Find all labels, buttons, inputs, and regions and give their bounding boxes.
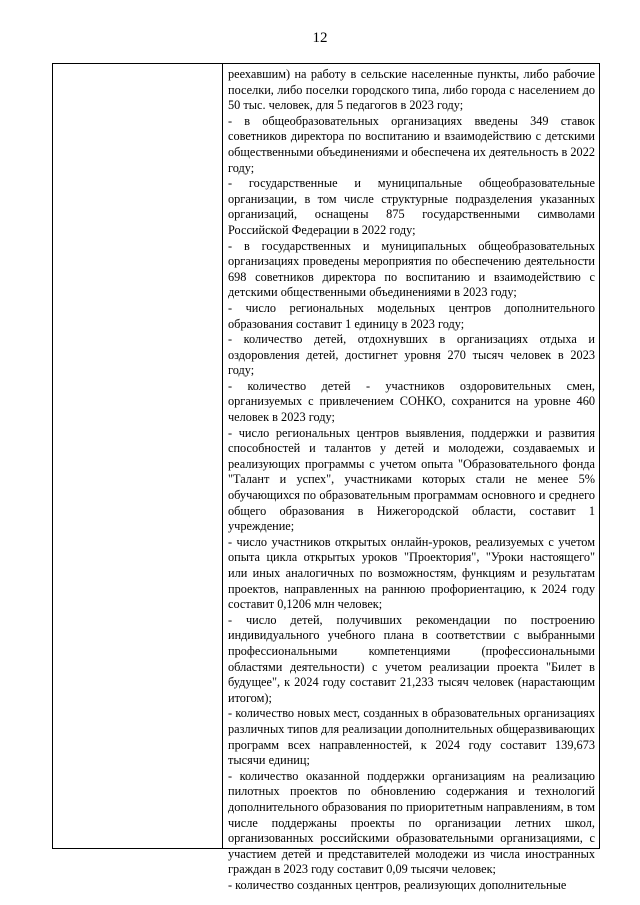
list-item: - количество новых мест, созданных в образовательных организациях различных типов для реализации дополнительных общеразвивающих программ всех направленностей, к 2024 году составит 139,673 тысячи единиц; xyxy=(228,706,595,768)
list-item: - число региональных модельных центров дополнительного образования составит 1 единицу в 2023 году; xyxy=(228,300,595,331)
document-table xyxy=(52,63,600,892)
list-item: - число региональных центров выявления, поддержки и развития способностей и талантов у детей и молодежи, создаваемых и реализующих программы с учетом опыта "Образовательного фонда "Талант и успех", участниками которых стали не менее 5% обучающихся по образовательным программам основного и среднего общего образования в Нижегородской области, составит 1 учреждение; xyxy=(228,425,595,534)
list-item: реехавшим) на работу в сельские населенные пункты, либо рабочие поселки, либо поселки городского типа, либо города с населением до 50 тыс. человек, для 5 педагогов в 2023 году; xyxy=(228,67,595,113)
list-item: - количество детей, отдохнувших в организациях отдыха и оздоровления детей, достигнет уровня 270 тысяч человек в 2023 году; xyxy=(228,332,595,378)
list-item: - количество оказанной поддержки организациям на реализацию пилотных проектов по обновлению содержания и технологий дополнительного образования по приоритетным направлениям, в том числе поддержаны проекты по организации летних школ, организованных российскими образовательными организациями, с участием детей и представителей молодежи из числа иностранных граждан в 2023 году составит 0,09 тысячи человек; xyxy=(228,768,595,877)
table-right-column xyxy=(223,64,599,892)
list-item: - число участников открытых онлайн-уроков, реализуемых с учетом опыта цикла открытых уроков "Проектория", "Уроки настоящего" или иных аналогичных по возможностям, функциям и результатам проектов, направленных на раннюю профориентацию, к 2024 году составит 0,1206 млн человек; xyxy=(228,534,595,612)
list-item: - количество детей - участников оздоровительных смен, организуемых с привлечением СОНКО, сохранится на уровне 460 человек в 2023 году; xyxy=(228,378,595,425)
list-item: - в государственных и муниципальных общеобразовательных организациях проведены мероприятия по обеспечению деятельности 698 советников директора по воспитанию и взаимодействию с детскими общественными объединениями в 2023 году; xyxy=(228,238,595,300)
list-item: - число детей, получивших рекомендации по построению индивидуального учебного плана в соответствии с выбранными профессиональными компетенциями (профессиональными областями деятельности) с учетом реализации проекта "Билет в будущее", к 2024 году составит 21,233 тысяч человек (нарастающим итогом); xyxy=(228,612,595,705)
list-item: - в общеобразовательных организациях введены 349 ставок советников директора по воспитанию и взаимодействию с детскими общественными объединениями и обеспечена их деятельность в 2022 году; xyxy=(228,113,595,175)
list-item: - государственные и муниципальные общеобразовательные организации, в том числе структурные подразделения указанных организаций, оснащены 875 государственными символами Российской Федерации в 2022 году; xyxy=(228,176,595,237)
list-item: - количество созданных центров, реализующих дополнительные xyxy=(228,877,567,892)
table-left-column xyxy=(53,64,223,848)
page-number: 12 xyxy=(312,30,328,46)
